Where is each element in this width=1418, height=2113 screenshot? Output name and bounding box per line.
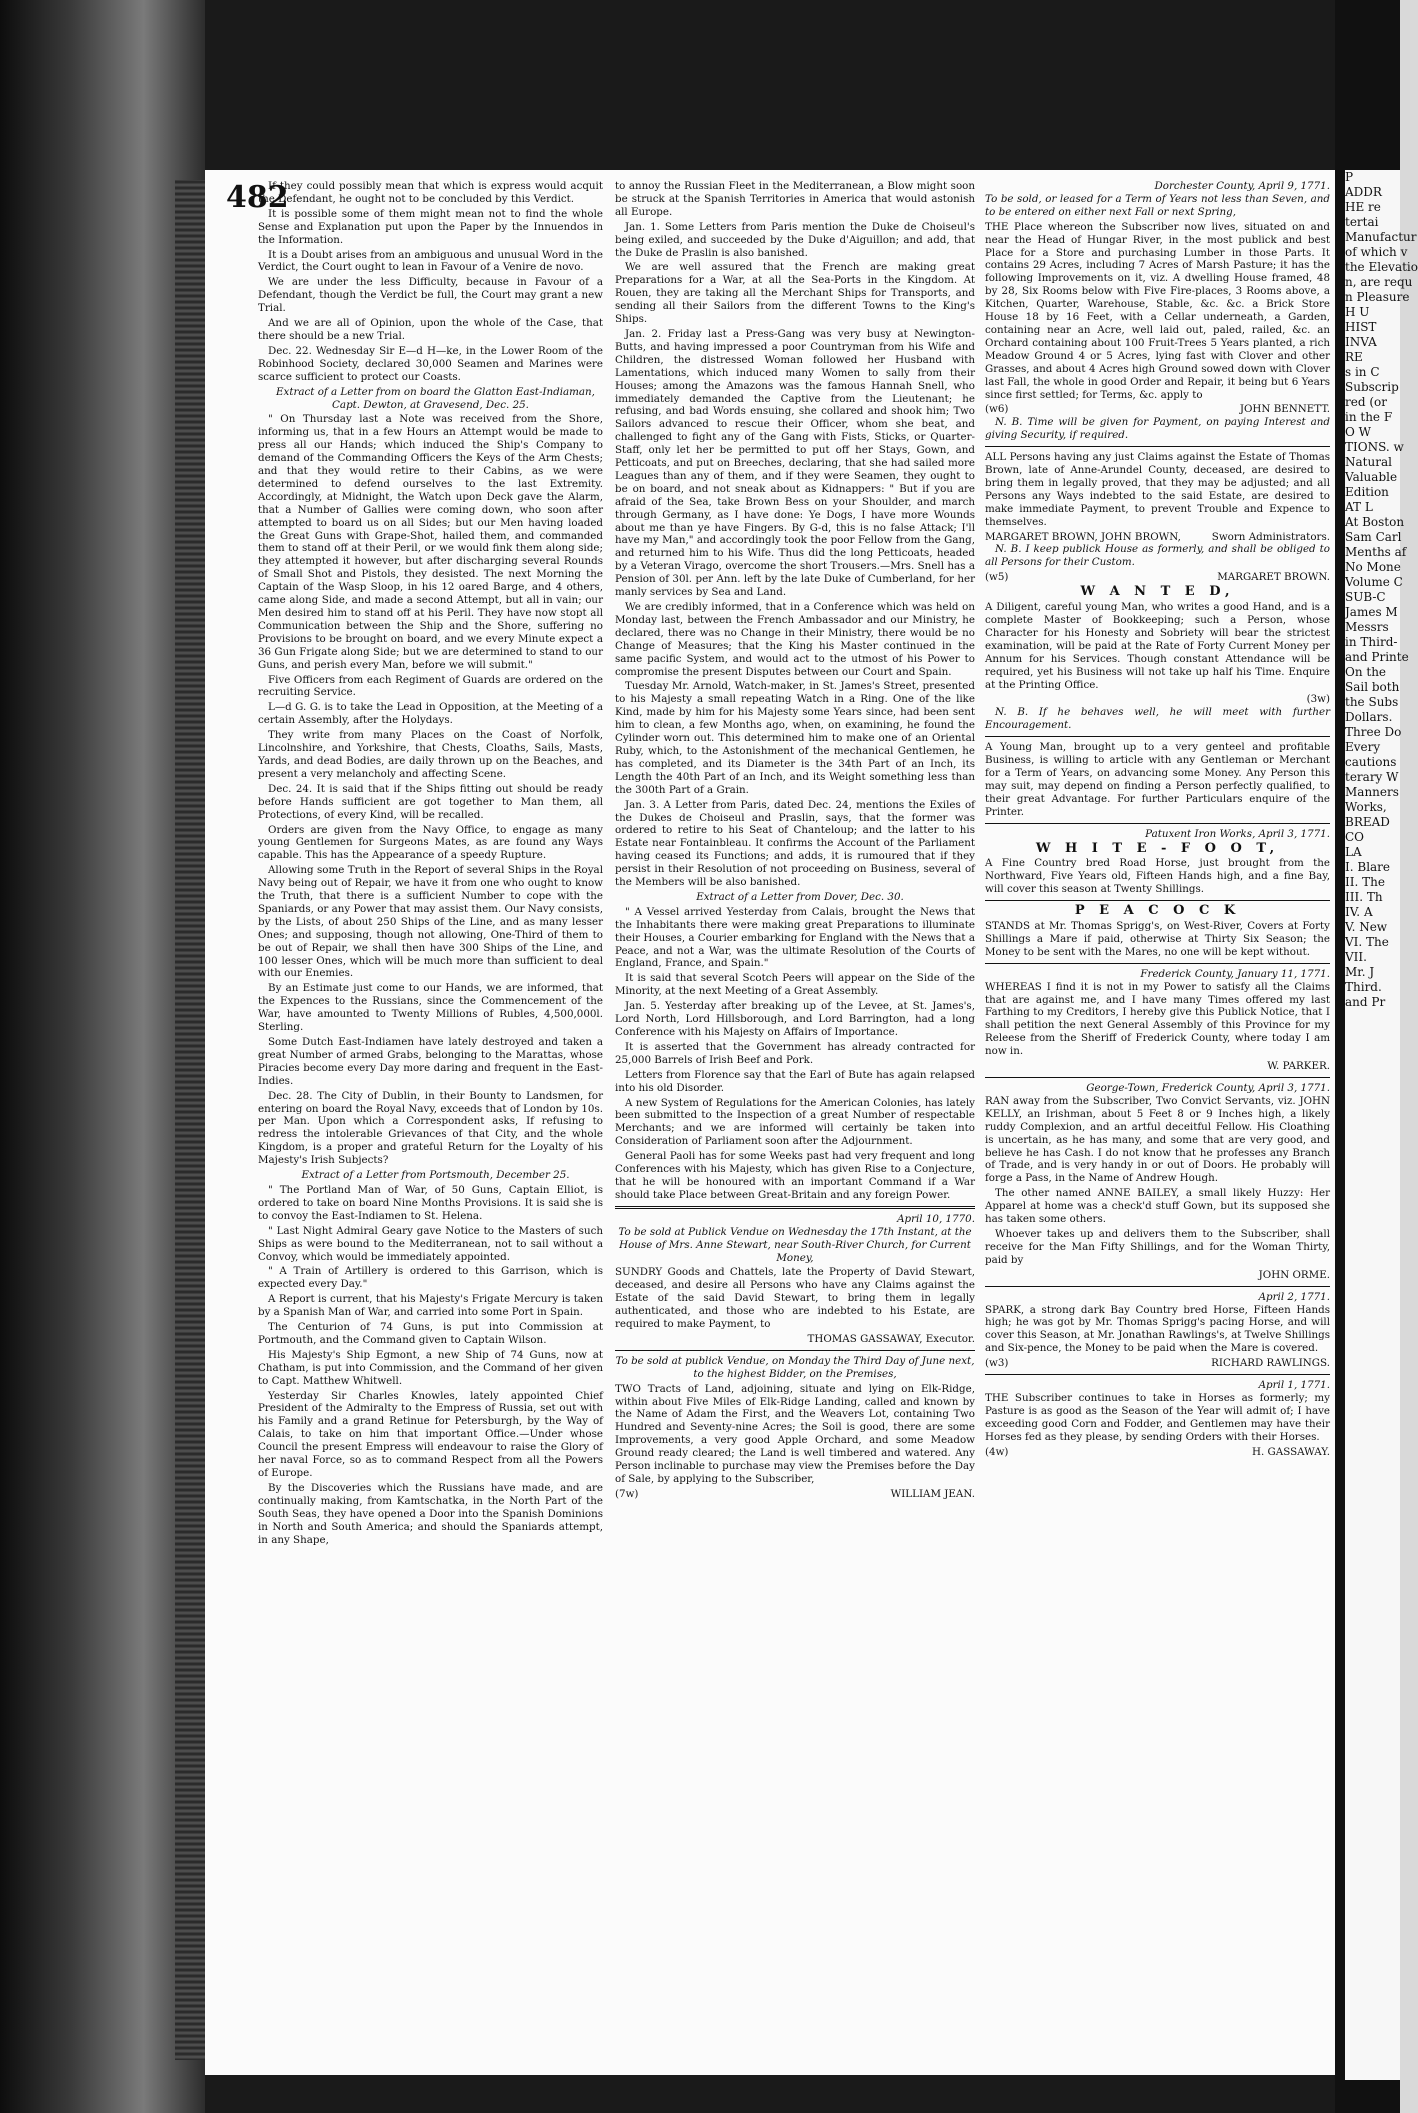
column-1 xyxy=(258,180,603,2070)
article-paragraph: Dec. 22. Wednesday Sir E—d H—ke, in the Lower Room of the Robinhood Society, declared 30,000 Seamen and Marines were scarce sufficient to protect our Coasts. xyxy=(258,344,603,383)
ad-body: RAN away from the Subscriber, Two Convict Servants, viz. JOHN KELLY, an Irishman, about 5 Feet 8 or 9 Inches high, a likely ruddy Complexion, and an artful deceitful Fellow. His Cloathing is uncertain, as he has many, and some that are very good, and believe he has Cash. I do not know that he professes any Branch of Trade, and is very handy in or out of Doors. He probably will forge a Pass, in the Name of Andrew Hough. xyxy=(985,1094,1330,1185)
ad-signature: MARGARET BROWN. xyxy=(1217,571,1330,584)
article-paragraph: They write from many Places on the Coast of Norfolk, Lincolnshire, and Yorkshire, that Chests, Cloaths, Sails, Masts, Yards, and dead Bodies, are daily thrown up on the Beaches, and present a very melancholy and affecting Scene. xyxy=(258,729,603,780)
article-paragraph: " Last Night Admiral Geary gave Notice to the Masters of such Ships as were bound to the Mediterranean, not to sail without a Convoy, which would be immediately appointed. xyxy=(258,1224,603,1263)
ad-body: The other named ANNE BAILEY, a small likely Huzzy: Her Apparel at home was a check'd stuff Gown, but its supposed she has taken some others. xyxy=(985,1187,1330,1226)
article-paragraph: " A Vessel arrived Yesterday from Calais, brought the News that the Inhabitants there were making great Preparations to illuminate their Houses, a Courier embarking for England with the News that a Peace, and not a War, was the ultimate Resolution of the Courts of England, France, and Spain." xyxy=(615,905,975,970)
next-page-fragment: VII. xyxy=(1345,950,1367,964)
article-paragraph: By an Estimate just come to our Hands, we are informed, that the Expences to the Russians, since the Commencement of the War, have amounted to Twenty Millions of Rubles, 4,500,000l. Sterling. xyxy=(258,982,603,1034)
ad-body: TWO Tracts of Land, adjoining, situate and lying on Elk-Ridge, within about Five Miles of Elk-Ridge Landing, called and known by the Name of Adam the First, and the Weavers Lot, containing Two Hundred and Seventy-nine Acres; the Soil is good, there are some Improvements, a very good Apple Orchard, and some Meadow Ground ready cleared; the Land is well timbered and watered. Any Person inclinable to purchase may view the Premises before the Day of Sale, by applying to the Subscriber, xyxy=(615,1382,975,1485)
next-page-fragment: Manners xyxy=(1345,785,1399,799)
article-paragraph: to annoy the Russian Fleet in the Mediterranean, a Blow might soon be struck at the Spanish Territories in America that would astonish all Europe. xyxy=(615,180,975,218)
ad-footer xyxy=(985,571,1330,584)
article-paragraph: His Majesty's Ship Egmont, a new Ship of 74 Guns, now at Chatham, is put into Commission, and the Command of her given to Capt. Matthew Whitwell. xyxy=(258,1348,603,1387)
article-paragraph: It is asserted that the Government has already contracted for 25,000 Barrels of Irish Beef and Pork. xyxy=(615,1040,975,1066)
article-paragraph: Tuesday Mr. Arnold, Watch-maker, in St. James's Street, presented to his Majesty a small repeating Watch in a Ring. One of the like Kind, made by him for his Majesty some Years since, had been sent him to clean, a few Months ago, when, on examining, he found the Cylinder worn out. This determined him to make one of an Oriental Ruby, which, to the Astonishment of the mechanical Gentlemen, he has completed, and its Diameter is the 34th Part of an Inch, its Length the 40th Part of an Inch, and its Weight something less than the 300th Part of a Grain. xyxy=(615,680,975,796)
divider xyxy=(985,823,1330,824)
next-page-fragment: tertai xyxy=(1345,215,1379,229)
ad-date: April 2, 1771. xyxy=(1258,1290,1330,1303)
article-paragraph: Extract of a Letter from on board the Glatton East-Indiaman, Capt. Dewton, at Gravesend, Dec. 25. xyxy=(276,385,595,411)
next-page-fragment: cautions xyxy=(1345,755,1397,769)
ad-code: (4w) xyxy=(985,1445,1009,1458)
next-page-fragment: Dollars. xyxy=(1345,710,1393,724)
next-page-fragment: CO xyxy=(1345,830,1365,844)
ad-heading: To be sold at Publick Vendue on Wednesday the 17th Instant, at the House of Mrs. Anne Stewart, near South-River Church, for Current Money, xyxy=(618,1225,972,1264)
article-paragraph: By the Discoveries which the Russians have made, and are continually making, from Kamtschatka, in the North Part of the South Seas, they have opened a Door into the Spanish Dominions in North and South America; and should the Spaniards attempt, in any Shape, xyxy=(258,1481,603,1546)
ad-note: N. B. I keep publick House as formerly, and shall be obliged to all Persons for their Custom. xyxy=(985,543,1330,569)
ad-body: THE Place whereon the Subscriber now lives, situated on and near the Head of Hungar River, in the most publick and best Place for a Store and purchasing Lumber in those Parts. It contains 29 Acres, including 7 Acres of Marsh Pasture; it has the following Improvements on it, viz. A dwelling House framed, 48 by 28, Six Rooms below with Five Fire-places, 3 Rooms above, a Kitchen, Quarter, Warehouse, Stable, &c. &c. a Brick Store House 18 by 16 Feet, with a Cellar underneath, a Garden, containing near an Acre, well laid out, paled, railed, &c. an Orchard containing about 100 Fruit-Trees 5 Years planted, a rich Meadow Ground 4 or 5 Acres, lying fast with Clover and other Grasses, and about 4 Acres high Ground sowed down with Clover last Fall, the whole in good Order and Repair, it being but 6 Years since first settled; for Terms, &c. apply to xyxy=(985,220,1330,401)
article-paragraph: We are credibly informed, that in a Conference which was held on Monday last, between the French Ambassador and our Ministry, he declared, there was no Change in their Ministry, there would be no Change of Measures; that the King his Master continued in the same pacific System, and would act to the utmost of his Power to compromise the present Disputes between our Court and Spain. xyxy=(615,601,975,678)
next-page-fragment: LA xyxy=(1345,845,1362,859)
next-page-fragment: I. Blare xyxy=(1345,860,1391,874)
ad-note: N. B. If he behaves well, he will meet with further Encouragement. xyxy=(985,706,1330,732)
next-page-fragment: AT L xyxy=(1345,500,1373,514)
article-paragraph: It is said that several Scotch Peers will appear on the Side of the Minority, at the next Meeting of a Great Assembly. xyxy=(615,972,975,998)
ad-body: ALL Persons having any just Claims against the Estate of Thomas Brown, late of Anne-Arundel County, deceased, are desired to bring them in legally proved, that they may be adjusted; and all Persons any Ways indebted to the said Estate, are desired to make immediate Payment, to prevent Trouble and Expence to themselves. xyxy=(985,451,1330,528)
next-page-fragment: in Third- xyxy=(1345,635,1398,649)
next-page-fragment: terary W xyxy=(1345,770,1399,784)
divider xyxy=(985,1077,1330,1078)
next-page-fragment: O W xyxy=(1345,425,1371,439)
ad-signature: JOHN ORME. xyxy=(1258,1268,1330,1281)
ad-code: (w6) xyxy=(985,403,1009,416)
next-page-fragment: of which v xyxy=(1345,245,1408,259)
ad-body: A Fine Country bred Road Horse, just brought from the Northward, Five Years old, Fifteen Hands high, and a fine Bay, will cover this season at Twenty Shillings. xyxy=(985,857,1330,896)
next-page-fragment: SUB-C xyxy=(1345,590,1386,604)
article-paragraph: A Report is current, that his Majesty's Frigate Mercury is taken by a Spanish Man of War, and carried into some Port in Spain. xyxy=(258,1293,603,1319)
next-page-fragment: and Pr xyxy=(1345,995,1386,1009)
next-page-fragment: n Pleasure xyxy=(1345,290,1410,304)
ad-body: SPARK, a strong dark Bay Country bred Horse, Fifteen Hands high; he was got by Mr. Thomas Sprigg's pacing Horse, and will cover this Season, at Mr. Jonathan Rawlings's, at Twelve Shillings and Six-pence, the Money to be paid when the Mare is covered. xyxy=(985,1303,1330,1355)
ad-heading: W A N T E D, xyxy=(1080,584,1235,600)
divider xyxy=(985,900,1330,901)
next-page-fragment: ADDR xyxy=(1345,185,1382,199)
article-paragraph: It is a Doubt arises from an ambiguous and unusual Word in the Verdict, the Court ought to lean in Favour of a Venire de novo. xyxy=(258,248,603,274)
divider xyxy=(985,736,1330,737)
article-paragraph: " The Portland Man of War, of 50 Guns, Captain Elliot, is ordered to take on board Nine Months Provisions. It is said she is to convoy the East-Indiamen to St. Helena. xyxy=(258,1183,603,1222)
ad-names: MARGARET BROWN, JOHN BROWN, xyxy=(985,530,1181,543)
ad-signature: THOMAS GASSAWAY, Executor. xyxy=(807,1332,975,1345)
next-page-fragment: s in C xyxy=(1345,365,1380,379)
ad-signature: RICHARD RAWLINGS. xyxy=(1211,1357,1330,1370)
ad-footer xyxy=(985,1446,1330,1459)
article-paragraph: Jan. 2. Friday last a Press-Gang was very busy at Newington-Butts, and having impressed a poor Countryman from his Wife and Children, the distressed Woman followed her Husband with Lamentations, which induced many Women to sally from their Houses; among the Amazons was the famous Hannah Snell, who immediately demanded the Captive from the Lieutenant; he refusing, and bad Words ensuing, she collared and shook him; Two Sailors advanced to rescue their Officer, whom she beat, and challenged to fight any of the Gang with Fists, Sticks, or Quarter-Staff, only let her be permitted to put off her Stays, Gown, and Petticoats, and put on Breeches, declaring, that she had sailed more Leagues than any of them, and if they were Seamen, they ought to be on board, and not sneak about as Kidnappers: " But if you are afraid of the Sea, take Brown Bess on your Shoulder, and march through Germany, as I have done: Ye Dogs, I have more Wounds about me than ye have Fingers. By G-d, this is no false Attack; I'll have my Man," and accordingly took the poor Fellow from the Gang, and returned him to his Wife. Thus did the long Petticoats, headed by a Veteran Virago, overcome the short Trousers.—Mrs. Snell has a Pension of 30l. per Ann. left by the late Duke of Cumberland, for her manly services by Sea and Land. xyxy=(615,327,975,599)
ad-date: April 1, 1771. xyxy=(1258,1379,1330,1392)
divider xyxy=(615,1206,975,1209)
next-page-fragment: VI. The xyxy=(1345,935,1389,949)
article-paragraph: " A Train of Artillery is ordered to this Garrison, which is expected every Day." xyxy=(258,1265,603,1291)
ad-date: Dorchester County, April 9, 1771. xyxy=(1154,180,1330,192)
article-paragraph: Jan. 3. A Letter from Paris, dated Dec. 24, mentions the Exiles of the Dukes de Choiseul and Praslin, says, that the former was ordered to retire to his Seat of Chanteloup; and the latter to his Estate near Fontainbleau. It confirms the Account of the Parliament having ceased its Functions; and adds, it is rumoured that if they persist in their Resolution of not proceeding on Business, several of the Members will be also banished. xyxy=(615,798,975,889)
next-page-fragment: III. Th xyxy=(1345,890,1383,904)
next-page-fragment: Volume C xyxy=(1345,575,1403,589)
next-page-fragment: V. New xyxy=(1345,920,1388,934)
article-paragraph: Extract of a Letter from Dover, Dec. 30. xyxy=(696,890,904,903)
article-paragraph: And we are all of Opinion, upon the whole of the Case, that there should be a new Trial. xyxy=(258,317,603,342)
ad-body: THE Subscriber continues to take in Horses as formerly; my Pasture is as good as the Season of the Year will admit of; I have exceeding good Corn and Fodder, and Gentlemen may have their Horses fed as they please, by sending Orders with their Horses. xyxy=(985,1391,1330,1443)
next-page-fragment: Mr. J xyxy=(1345,965,1375,979)
next-page-fragment: Works, xyxy=(1345,800,1387,814)
next-page-fragment: Edition xyxy=(1345,485,1389,499)
ad-date: Frederick County, January 11, 1771. xyxy=(1140,967,1330,980)
page-number: 482 xyxy=(226,180,289,215)
ad-signature: H. GASSAWAY. xyxy=(1252,1445,1330,1458)
article-paragraph: Dec. 28. The City of Dublin, in their Bounty to Landsmen, for entering on board the Royal Navy, exceeds that of London by 10s. per Man. Upon which a Correspondent asks, If refusing to redress the intolerable Grievances of that City, and the whole Kingdom, is a proper and grateful Return for the Loyalty of his Majesty's Irish Subjects? xyxy=(258,1089,603,1167)
ad-body: STANDS at Mr. Thomas Sprigg's, on West-River, Covers at Forty Shillings a Mare if paid, otherwise at Thirty Six Season; the Money to be sent with the Mares, no one will be kept without. xyxy=(985,920,1330,958)
next-page-fragment: the Subs xyxy=(1345,695,1399,709)
article-paragraph: " On Thursday last a Note was received from the Shore, informing us, that in a few Hours an Attempt would be made to press all our Hands; which induced the Ship's Company to demand of the Commanding Officers the Keys of the Arm Chests; and that they would retire to their Cabins, as we were determined to defend ourselves to the last Extremity. Accordingly, at Midnight, the Watch upon Deck gave the Alarm, that a Number of Gallies were coming down, who soon after attempted to board us on all Sides; but our Men having loaded the Great Guns with Grape-Shot, hailed them, and commanded them to stand off at their Peril, or we would fink them along side; they attempted it however, but after discharging several Rounds of Small Shot and Pistols, they desisted. The next Morning the Captain of the Wasp Sloop, in his 12 oared Barge, and 4 others, came along Side, and made a second Attempt, but all in vain; our Men desired him to stand off at his Peril. They have now stopt all Communication between the Ship and the Shore, suffering no Provisions to be brought on board, and we every Minute expect a 36 Gun Frigate along Side; but we are determined to stand to our Guns, and perish every Man, before we will submit." xyxy=(258,413,603,671)
ad-heading: W H I T E - F O O T, xyxy=(1035,840,1280,856)
next-page-fragment: No Mone xyxy=(1345,560,1401,574)
next-page-fragment: TIONS. w xyxy=(1345,440,1404,454)
divider xyxy=(615,1350,975,1351)
next-page-fragment: IV. A xyxy=(1345,905,1373,919)
divider xyxy=(985,1286,1330,1287)
article-paragraph: We are well assured that the French are making great Preparations for a War, at all the Sea-Ports in the Kingdom. At Rouen, they are taking all the Merchant Ships for Transports, and sending all their Sailors from the different Towns to the King's Ships. xyxy=(615,261,975,326)
ad-signature: W. PARKER. xyxy=(1267,1060,1330,1073)
column-3 xyxy=(985,180,1330,2070)
article-paragraph: Letters from Florence say that the Earl of Bute has again relapsed into his old Disorder. xyxy=(615,1068,975,1094)
next-page-fragment: Third. xyxy=(1345,980,1382,994)
ad-heading: To be sold at publick Vendue, on Monday the Third Day of June next, to the highest Bidder, on the Premises, xyxy=(615,1354,975,1380)
next-page-fragment: the Elevatio xyxy=(1345,260,1418,274)
next-page-fragment: Valuable xyxy=(1345,470,1398,484)
ad-code: (w5) xyxy=(985,571,1009,584)
next-page-fragment: Sail both xyxy=(1345,680,1400,694)
next-page-fragment: Subscrip xyxy=(1345,380,1399,394)
column-2 xyxy=(615,180,975,2070)
article-paragraph: The Centurion of 74 Guns, is put into Commission at Portmouth, and the Command given to Captain Wilson. xyxy=(258,1321,603,1346)
article-paragraph: We are under the less Difficulty, because in Favour of a Defendant, though the Verdict be full, the Court may grant a new Trial. xyxy=(258,276,603,315)
article-paragraph: Yesterday Sir Charles Knowles, lately appointed Chief President of the Admiralty to the Empress of Russia, set out with his Family and a grand Retinue for Petersburgh, by the Way of Calais, to take on him that important Office.—Under whose Council the present Empress will endeavour to raise the Glory of her naval Force, so as to command Respect from all the Powers of Europe. xyxy=(258,1389,603,1479)
next-page-fragment: RE xyxy=(1345,350,1363,364)
article-paragraph: A new System of Regulations for the American Colonies, has lately been submitted to the Inspection of a great Number of respectable Merchants; and we are informed will certainly be taken into Consideration of Parliament soon after the Adjournment. xyxy=(615,1096,975,1148)
next-page-fragment: and Printe xyxy=(1345,650,1409,664)
next-page-fragment: Sam Carl xyxy=(1345,530,1402,544)
ad-footer xyxy=(985,531,1330,544)
ad-role: Sworn Administrators. xyxy=(1211,530,1330,543)
article-paragraph: Some Dutch East-Indiamen have lately destroyed and taken a great Number of armed Grabs, belonging to the Marattas, whose Piracies become every Day more daring and frequent in the East-Indies. xyxy=(258,1036,603,1087)
ad-body: Whoever takes up and delivers them to the Subscriber, shall receive for the Man Fifty Shillings, and for the Woman Thirty, paid by xyxy=(985,1227,1330,1266)
article-paragraph: Extract of a Letter from Portsmouth, December 25. xyxy=(301,1169,570,1182)
next-page-fragment: P xyxy=(1345,170,1354,184)
article-paragraph: If they could possibly mean that which is express would acquit the Defendant, he ought not to be concluded by this Verdict. xyxy=(258,180,603,205)
next-page-fragment: II. The xyxy=(1345,875,1385,889)
next-page-edge xyxy=(1345,170,1418,2080)
ad-heading: P E A C O C K xyxy=(1074,903,1241,919)
next-page-fragment: Every xyxy=(1345,740,1381,754)
ad-date: April 10, 1770. xyxy=(897,1212,975,1225)
article-paragraph: Dec. 24. It is said that if the Ships fitting out should be ready before Hands sufficient are got together to Man them, all Protections, of every Kind, will be recalled. xyxy=(258,782,603,821)
divider xyxy=(985,1374,1330,1375)
next-page-fragment: HIST xyxy=(1345,320,1377,334)
article-paragraph: General Paoli has for some Weeks past had very frequent and long Conferences with his Majesty, which has given Rise to a Conjecture, that he will be honoured with an important Command if a War should take Place between Great-Britain and any foreign Power. xyxy=(615,1150,975,1201)
column-2-news xyxy=(615,180,975,1202)
next-page-fragment: At Boston xyxy=(1345,515,1405,529)
article-paragraph: Five Officers from each Regiment of Guards are ordered on the recruiting Service. xyxy=(258,673,603,699)
ad-body: A Diligent, careful young Man, who writes a good Hand, and is a complete Master of Bookkeeping; such a Person, whose Character for his Honesty and Sobriety will bear the strictest examination, will be paid at the Rate of Forty Current Money per Annum for his Services. Though constant Attendance will be required, yet his Business will not take up half his Time. Enquire at the Printing Office. xyxy=(985,601,1330,691)
next-page-fragment: James M xyxy=(1345,605,1398,619)
ad-signature: JOHN BENNETT. xyxy=(1239,403,1330,416)
next-page-fragment: On the xyxy=(1345,665,1387,679)
ad-heading: To be sold, or leased for a Term of Years not less than Seven, and to be entered on either next Fall or next Spring, xyxy=(985,192,1330,218)
next-page-fragment: INVA xyxy=(1345,335,1377,349)
article-paragraph: Jan. 5. Yesterday after breaking up of the Levee, at St. James's, Lord North, Lord Hillsborough, and Lord Barrington, had a long Conference with his Majesty on Affairs of Importance. xyxy=(615,1000,975,1038)
next-page-fragment: Natural xyxy=(1345,455,1392,469)
next-page-fragment: in the F xyxy=(1345,410,1393,424)
next-page-fragment: Menths af xyxy=(1345,545,1407,559)
ad-date: Patuxent Iron Works, April 3, 1771. xyxy=(1145,827,1330,840)
next-page-fragment: BREAD xyxy=(1345,815,1390,829)
divider xyxy=(985,963,1330,964)
ad-signature: WILLIAM JEAN. xyxy=(890,1487,975,1500)
ad-body: SUNDRY Goods and Chattels, late the Property of David Stewart, deceased, and desire all Persons who have any Claims against the Estate of the said David Stewart, to bring them in legally authenticated, and those who are indebted to his Estate, are required to make Payment, to xyxy=(615,1266,975,1331)
next-page-fragment: H U xyxy=(1345,305,1370,319)
next-page-fragment: Messrs xyxy=(1345,620,1389,634)
ad-code: (w3) xyxy=(985,1357,1009,1370)
ad-note: N. B. Time will be given for Payment, on paying Interest and giving Security, if required. xyxy=(985,416,1330,442)
article-paragraph: Orders are given from the Navy Office, to engage as many young Gentlemen for Surgeons Mates, as are found any Ways capable. This has the Appearance of a speedy Rupture. xyxy=(258,823,603,862)
next-page-fragment: red (or xyxy=(1345,395,1387,409)
divider xyxy=(985,446,1330,447)
article-paragraph: It is possible some of them might mean not to find the whole Sense and Explanation put upon the Paper by the Innuendos in the Information. xyxy=(258,207,603,246)
ad-date: George-Town, Frederick County, April 3, 1771. xyxy=(1086,1082,1330,1094)
next-page-fragment: Three Do xyxy=(1345,725,1402,739)
ad-code: (3w) xyxy=(1306,693,1330,706)
ad-footer xyxy=(985,1357,1330,1370)
ad-body: A Young Man, brought up to a very genteel and profitable Business, is willing to article with any Gentleman or Merchant for a Term of Years, on advancing some Money. Any Person this may suit, may depend on finding a Person perfectly qualified, to their great Advantage. For further Particulars enquire of the Printer. xyxy=(985,741,1330,818)
next-page-fragment: n, are requ xyxy=(1345,275,1413,289)
ad-footer xyxy=(615,1488,975,1501)
article-paragraph: Allowing some Truth in the Report of several Ships in the Royal Navy being out of Repair, we have it from one who ought to know the Truth, that there is a sufficient Number to cope with the Spaniards, or any Power that may assist them. Our Navy consists, by the Lists, of about 250 Ships of the Line, and as many lesser Ones; and supposing, though not allowing, One-Third of them to be out of Repair, we shall then have 300 Ships of the Line, and 100 lesser Ones, which will be much more than sufficient to deal with our Enemies. xyxy=(258,864,603,980)
ad-body: WHEREAS I find it is not in my Power to satisfy all the Claims that are against me, and I have many Times offered my last Farthing to my Creditors, I hereby give this Publick Notice, that I shall petition the next General Assembly of this Province for my Releese from the Sheriff of Frederick County, where today I am now in. xyxy=(985,980,1330,1058)
article-paragraph: Jan. 1. Some Letters from Paris mention the Duke de Choiseul's being exiled, and succeeded by the Duke d'Aiguillon; and add, that the Duke de Praslin is also banished. xyxy=(615,220,975,259)
ad-footer xyxy=(985,403,1330,416)
next-page-fragment: HE re xyxy=(1345,200,1381,214)
next-page-fragment: Manufactur xyxy=(1345,230,1417,244)
ad-code: (7w) xyxy=(615,1487,639,1500)
article-paragraph: L—d G. G. is to take the Lead in Opposition, at the Meeting of a certain Assembly, after the Holydays. xyxy=(258,701,603,727)
